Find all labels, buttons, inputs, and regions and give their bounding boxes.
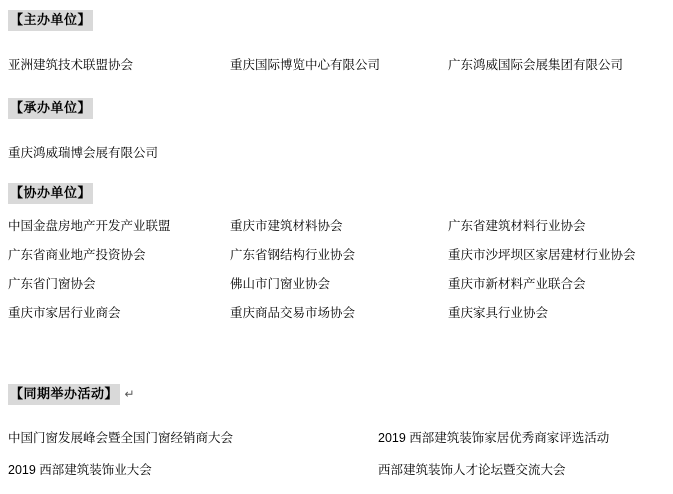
table-row <box>0 462 668 478</box>
section-heading-cooperation: 【协办单位】 <box>8 183 93 204</box>
table-row <box>0 305 668 321</box>
section-heading-events: 【同期举办活动】 <box>8 384 120 405</box>
section-cooperation-rows <box>0 218 668 334</box>
event-cell-2-2: 西部建筑装饰人才论坛暨交流大会 <box>378 463 566 477</box>
coop-cell-3-2: 佛山市门窗业协会 <box>230 277 331 291</box>
coop-cell-2-2: 广东省钢结构行业协会 <box>230 248 356 262</box>
host-cell-3: 广东鸿威国际会展集团有限公司 <box>448 58 624 72</box>
section-heading-events-wrap <box>8 384 135 405</box>
coop-cell-2-3: 重庆市沙坪坝区家居建材行业协会 <box>448 248 636 262</box>
section-host-rows <box>0 57 668 73</box>
coop-cell-1-2: 重庆市建筑材料协会 <box>230 219 343 233</box>
coop-cell-3-3: 重庆市新材料产业联合会 <box>448 277 586 291</box>
paragraph-mark-icon: ↵ <box>124 387 135 401</box>
host-cell-2: 重庆国际博览中心有限公司 <box>230 58 381 72</box>
section-heading-host: 【主办单位】 <box>8 10 93 31</box>
coop-cell-4-2: 重庆商品交易市场协会 <box>230 306 356 320</box>
coop-cell-4-1: 重庆市家居行业商会 <box>8 306 121 320</box>
coop-cell-1-3: 广东省建筑材料行业协会 <box>448 219 586 233</box>
host-cell-1: 亚洲建筑技术联盟协会 <box>8 58 134 72</box>
event-cell-1-2: 2019 西部建筑装饰家居优秀商家评选活动 <box>378 431 610 445</box>
table-row <box>0 276 668 292</box>
table-row <box>0 57 668 73</box>
section-heading-organizer: 【承办单位】 <box>8 98 93 119</box>
coop-cell-2-1: 广东省商业地产投资协会 <box>8 248 146 262</box>
table-row <box>0 218 668 234</box>
coop-cell-4-3: 重庆家具行业协会 <box>448 306 549 320</box>
table-row <box>0 430 668 446</box>
event-cell-1-1: 中国门窗发展峰会暨全国门窗经销商大会 <box>8 431 234 445</box>
table-row <box>0 247 668 263</box>
event-cell-2-1: 2019 西部建筑装饰业大会 <box>8 463 152 477</box>
section-organizer-rows <box>0 145 158 161</box>
organizer-cell-1: 重庆鸿威瑞博会展有限公司 <box>8 146 159 160</box>
section-events-rows <box>0 430 668 494</box>
coop-cell-3-1: 广东省门窗协会 <box>8 277 96 291</box>
coop-cell-1-1: 中国金盘房地产开发产业联盟 <box>8 219 171 233</box>
